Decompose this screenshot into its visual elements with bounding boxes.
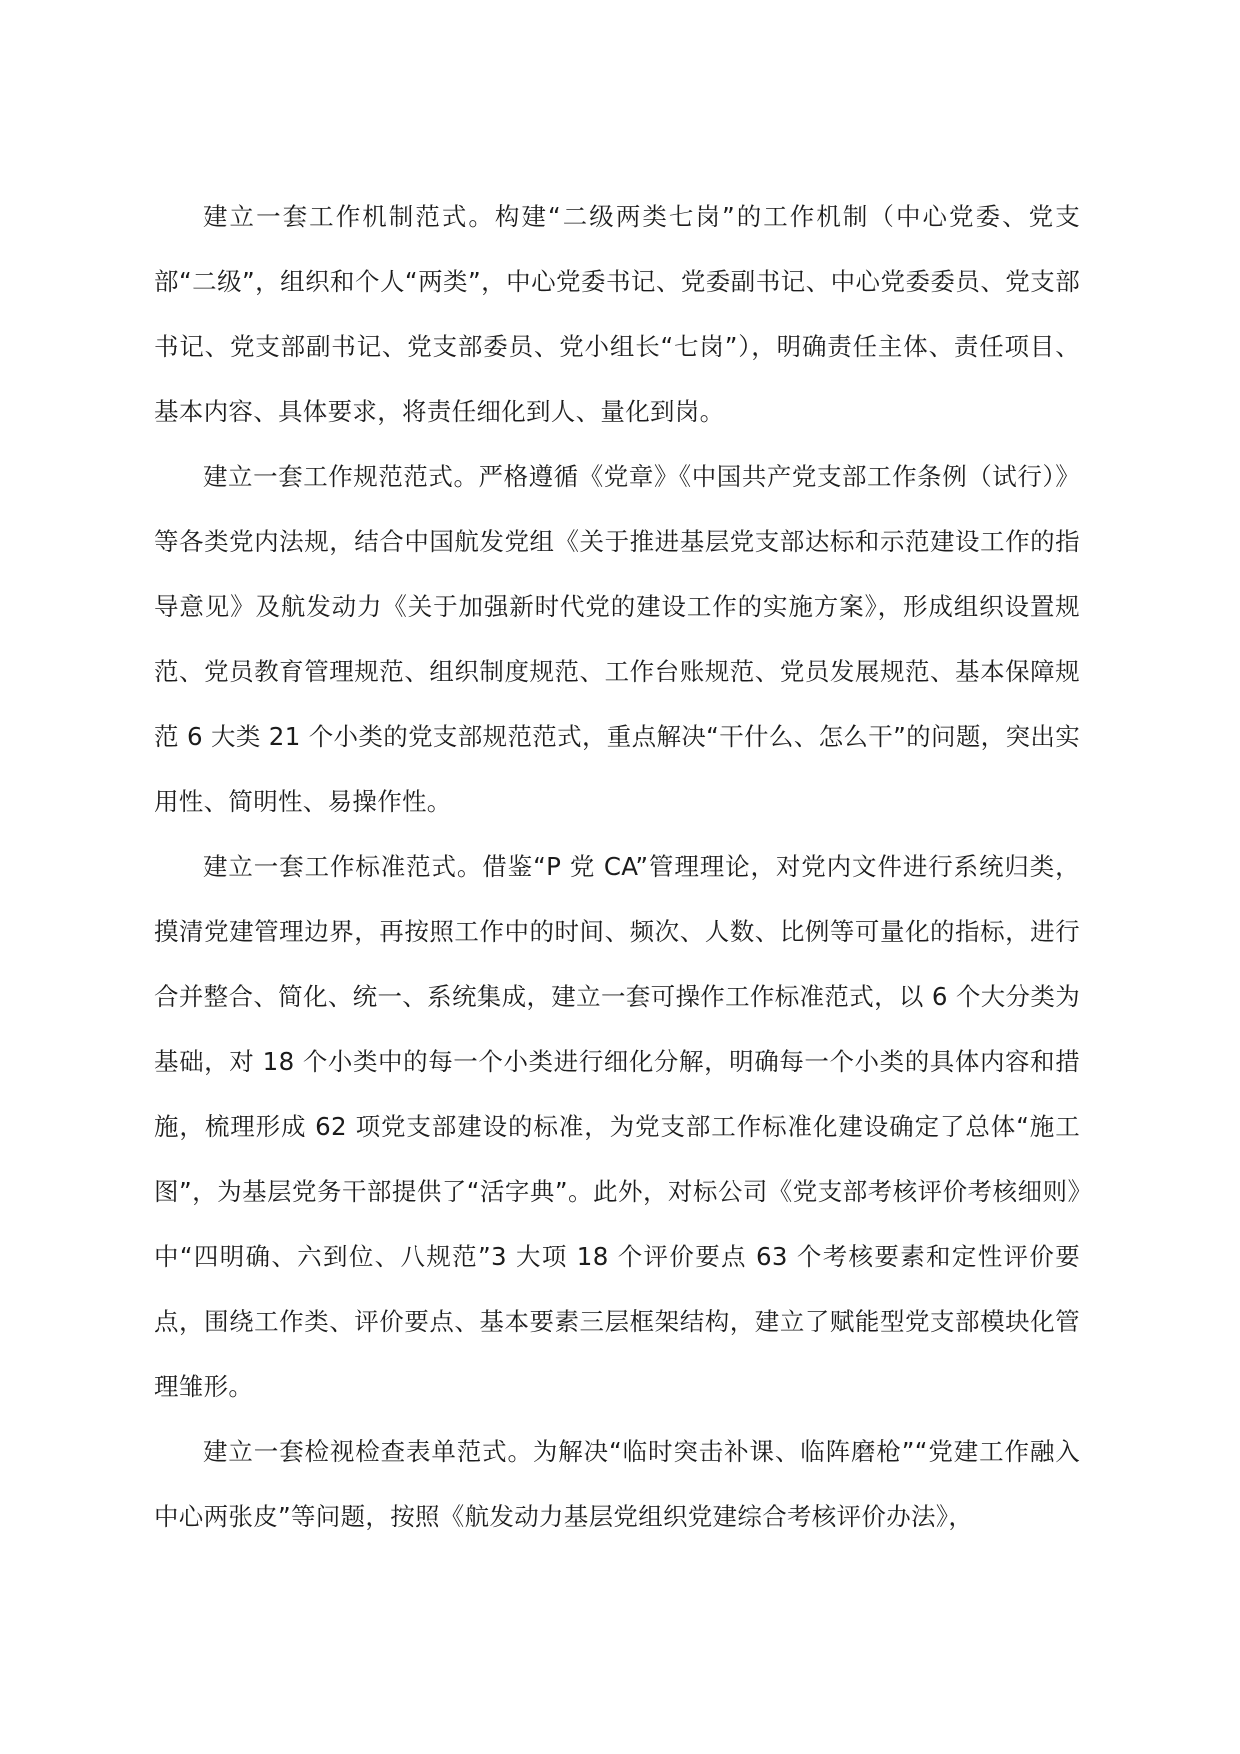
paragraph-work-mechanism: 建立一套工作机制范式。构建“二级两类七岗”的工作机制（中心党委、党支部“二级”，组织和个人“两类”，中心党委书记、党委副书记、中心党委委员、党支部书记、党支部副书记、党支部委员、党小组长“七岗”），明确责任主体、责任项目、基本内容、具体要求，将责任细化到人、量化到岗。 [154,202,1080,426]
paragraph-work-norms: 建立一套工作规范范式。严格遵循《党章》《中国共产党支部工作条例（试行）》等各类党内法规，结合中国航发党组《关于推进基层党支部达标和示范建设工作的指导意见》及航发动力《关于加强新时代党的建设工作的实施方案》，形成组织设置规范、党员教育管理规范、组织制度规范、工作台账规范、党员发展规范、基本保障规范 6 大类 21 个小类的党支部规范范式，重点解决“干什么、怎么干”的问题，突出实用性、简明性、易操作性。 [154,462,1080,816]
paragraph-inspection-forms: 建立一套检视检查表单范式。为解决“临时突击补课、临阵磨枪”“党建工作融入中心两张皮”等问题，按照《航发动力基层党组织党建综合考核评价办法》， [154,1437,1080,1531]
document-body [154,184,1080,1549]
paragraph-work-standards: 建立一套工作标准范式。借鉴“P 党 CA”管理理论，对党内文件进行系统归类，摸清党建管理边界，再按照工作中的时间、频次、人数、比例等可量化的指标，进行合并整合、简化、统一、系统集成，建立一套可操作工作标准范式，以 6 个大分类为基础，对 18 个小类中的每一个小类进行细化分解，明确每一个小类的具体内容和措施，梳理形成 62 项党支部建设的标准，为党支部工作标准化建设确定了总体“施工图”，为基层党务干部提供了“活字典”。此外，对标公司《党支部考核评价考核细则》中“四明确、六到位、八规范”3 大项 18 个评价要点 63 个考核要素和定性评价要点，围绕工作类、评价要点、基本要素三层框架结构，建立了赋能型党支部模块化管理雏形。 [154,852,1080,1401]
